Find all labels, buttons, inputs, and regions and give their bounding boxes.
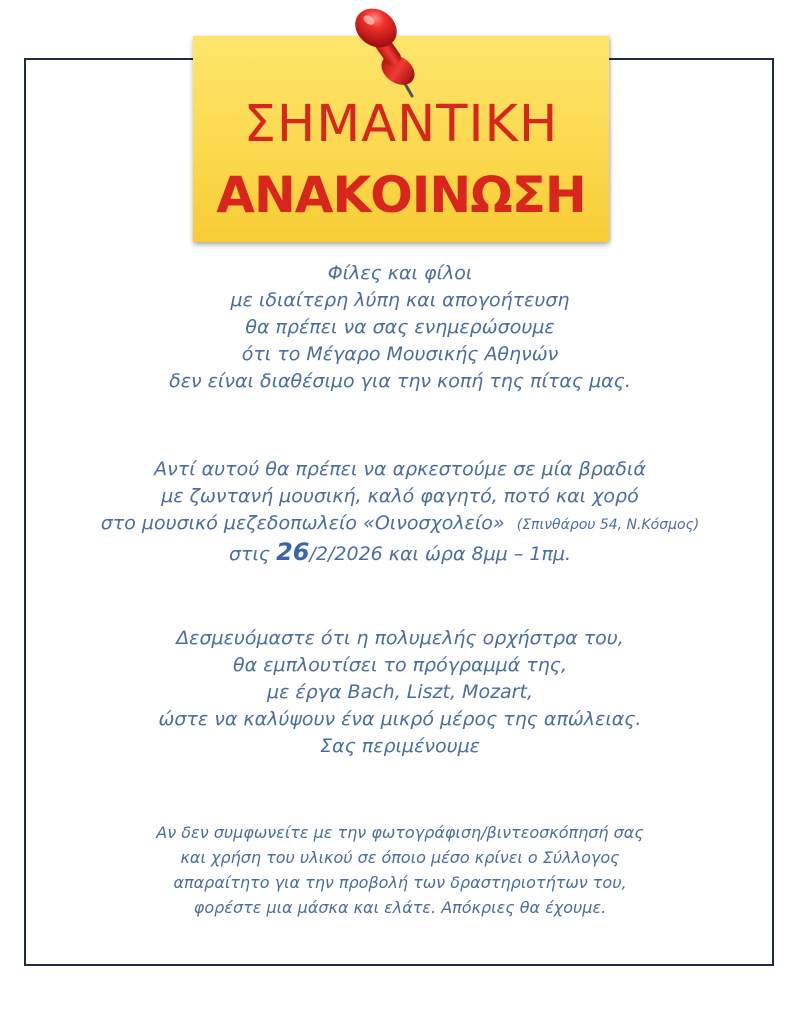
date-prefix: στις: [228, 543, 271, 565]
headline-line2: ΑΝΑΚΟΙΝΩΣΗ: [216, 166, 586, 224]
footer-line: Αν δεν συμφωνείτε με την φωτογράφιση/βιντεοσκόπησή σας: [156, 823, 644, 842]
orchestra-line: Σας περιμένουμε: [320, 735, 480, 757]
date-day: 26: [276, 538, 310, 566]
date-rest: /2/2026 και ώρα 8μμ – 1πμ.: [309, 543, 572, 565]
event-line: με ζωντανή μουσική, καλό φαγητό, ποτό και χορό: [161, 485, 639, 507]
venue-address: (Σπινθάρου 54, Ν.Κόσμος): [516, 517, 700, 533]
orchestra-paragraph: [30, 625, 770, 760]
footer-line: και χρήση του υλικού σε όποιο μέσο κρίνει ο Σύλλογος: [180, 848, 620, 867]
footer-line: απαραίτητο για την προβολή των δραστηριοτήτων του,: [173, 873, 627, 892]
orchestra-line: Δεσμευόμαστε ότι η πολυμελής ορχήστρα του,: [176, 627, 624, 649]
intro-line: Φίλες και φίλοι: [327, 262, 473, 284]
event-line: Αντί αυτού θα πρέπει να αρκεστούμε σε μία βραδιά: [154, 458, 646, 480]
venue-name: στο μουσικό μεζεδοπωλείο «Οινοσχολείο»: [100, 512, 505, 534]
venue-line: [30, 510, 770, 539]
footer-line: φορέστε μια μάσκα και ελάτε. Απόκριες θα έχουμε.: [193, 898, 607, 917]
intro-line: με ιδιαίτερη λύπη και απογοήτευση: [230, 289, 570, 311]
intro-line: δεν είναι διαθέσιμο για την κοπή της πίτας μας.: [169, 370, 631, 392]
intro-line: θα πρέπει να σας ενημερώσουμε: [245, 316, 555, 338]
pushpin-icon: [340, 0, 430, 110]
event-paragraph: [30, 456, 770, 568]
orchestra-line: θα εμπλουτίσει το πρόγραμμά της,: [233, 654, 567, 676]
orchestra-line: με έργα Bach, Liszt, Mozart,: [267, 681, 533, 703]
headline-line1: ΣΗΜΑΝΤΙΚΗ: [243, 95, 559, 154]
intro-paragraph: [30, 260, 770, 395]
orchestra-line: ώστε να καλύψουν ένα μικρό μέρος της απώλειας.: [158, 708, 642, 730]
intro-line: ότι το Μέγαρο Μουσικής Αθηνών: [241, 343, 559, 365]
footer-note: [30, 820, 770, 920]
date-line: [30, 539, 770, 568]
